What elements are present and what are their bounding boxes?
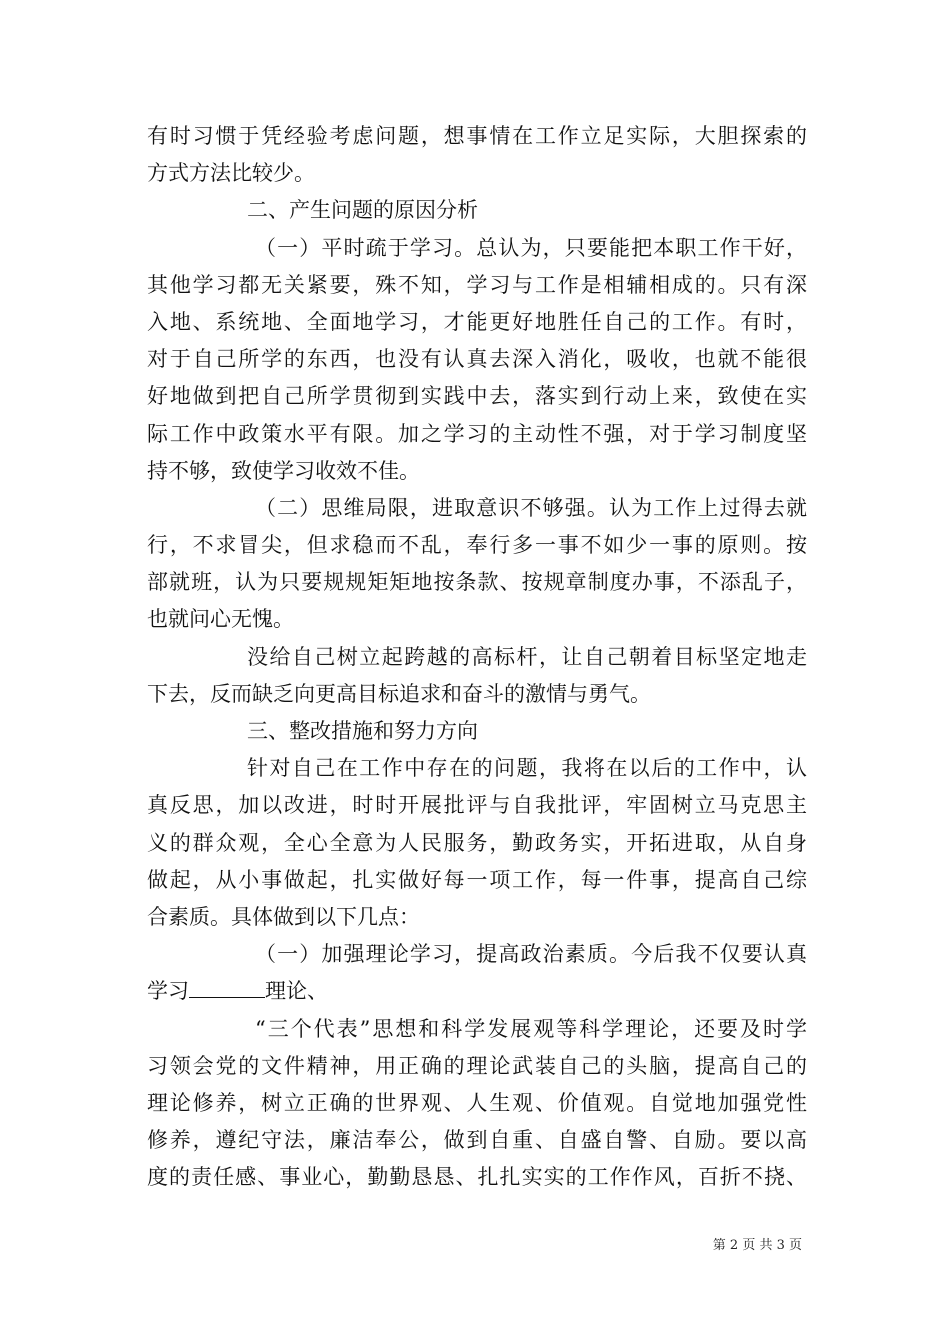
text-line: 义的群众观，全心全意为人民服务，勤政务实，开拓进取，从自身 [147,830,807,855]
text-line: （一）加强理论学习，提高政治素质。今后我不仅要认真 [255,942,807,967]
text-line: 也就问心无愧。 [147,607,294,632]
text-line: 入地、系统地、全面地学习，才能更好地胜任自己的工作。有时， [147,309,807,334]
page-number-footer: 第 2 页 共 3 页 [712,1238,802,1253]
text-line: 修养，遵纪守法，廉洁奉公，做到自重、自盛自警、自励。要以高 [147,1128,807,1153]
text-line: 没给自己树立起跨越的高标杆，让自己朝着目标坚定地走 [247,644,807,669]
text-line: 行，不求冒尖，但求稳而不乱，奉行多一事不如少一事的原则。按 [147,533,807,558]
text-line: 合素质。具体做到以下几点： [147,904,420,929]
text-line: 做起，从小事做起，扎实做好每一项工作，每一件事，提高自己综 [147,867,807,892]
text-line: 好地做到把自己所学贯彻到实践中去，落实到行动上来，致使在实 [147,384,807,409]
text-line: （二）思维局限，进取意识不够强。认为工作上过得去就 [255,495,807,520]
text-line: 习领会党的文件精神，用正确的理论武装自己的头脑，提高自己的 [147,1053,807,1078]
text-line: 度的责任感、事业心，勤勤恳恳、扎扎实实的工作作风，百折不挠、 [147,1165,807,1190]
text-line: 其他学习都无关紧要，殊不知，学习与工作是相辅相成的。只有深 [147,272,807,297]
text-line: 有时习惯于凭经验考虑问题，想事情在工作立足实际，大胆探索的 [147,124,807,148]
text-line: 下去，反而缺乏向更高目标追求和奋斗的激情与勇气。 [147,681,651,706]
text-fragment: 学习 [147,979,189,1004]
text-fragment: 理论、 [265,979,328,1004]
section-heading: 二、产生问题的原因分析 [247,198,478,223]
text-line: 方式方法比较少。 [147,161,315,186]
text-line: 理论修养，树立正确的世界观、人生观、价值观。自觉地加强党性 [147,1090,807,1115]
text-line: 对于自己所学的东西，也没有认真去深入消化，吸收，也就不能很 [147,347,807,372]
text-line: “三个代表”思想和科学发展观等科学理论，还要及时学 [255,1016,807,1041]
fill-blank [189,975,265,998]
text-line: 真反思，加以改进，时时开展批评与自我批评，牢固树立马克思主 [147,793,807,818]
text-line-with-blank [147,973,807,1010]
section-heading: 三、整改措施和努力方向 [247,719,478,743]
text-line: （一）平时疏于学习。总认为，只要能把本职工作干好， [255,235,807,260]
text-line: 持不够，致使学习收效不佳。 [147,458,420,483]
text-line: 针对自己在工作中存在的问题，我将在以后的工作中，认 [247,756,807,781]
text-line: 部就班，认为只要规规矩矩地按条款、按规章制度办事，不添乱子， [147,570,807,595]
document-body [147,118,807,1196]
text-line: 际工作中政策水平有限。加之学习的主动性不强，对于学习制度坚 [147,421,807,446]
